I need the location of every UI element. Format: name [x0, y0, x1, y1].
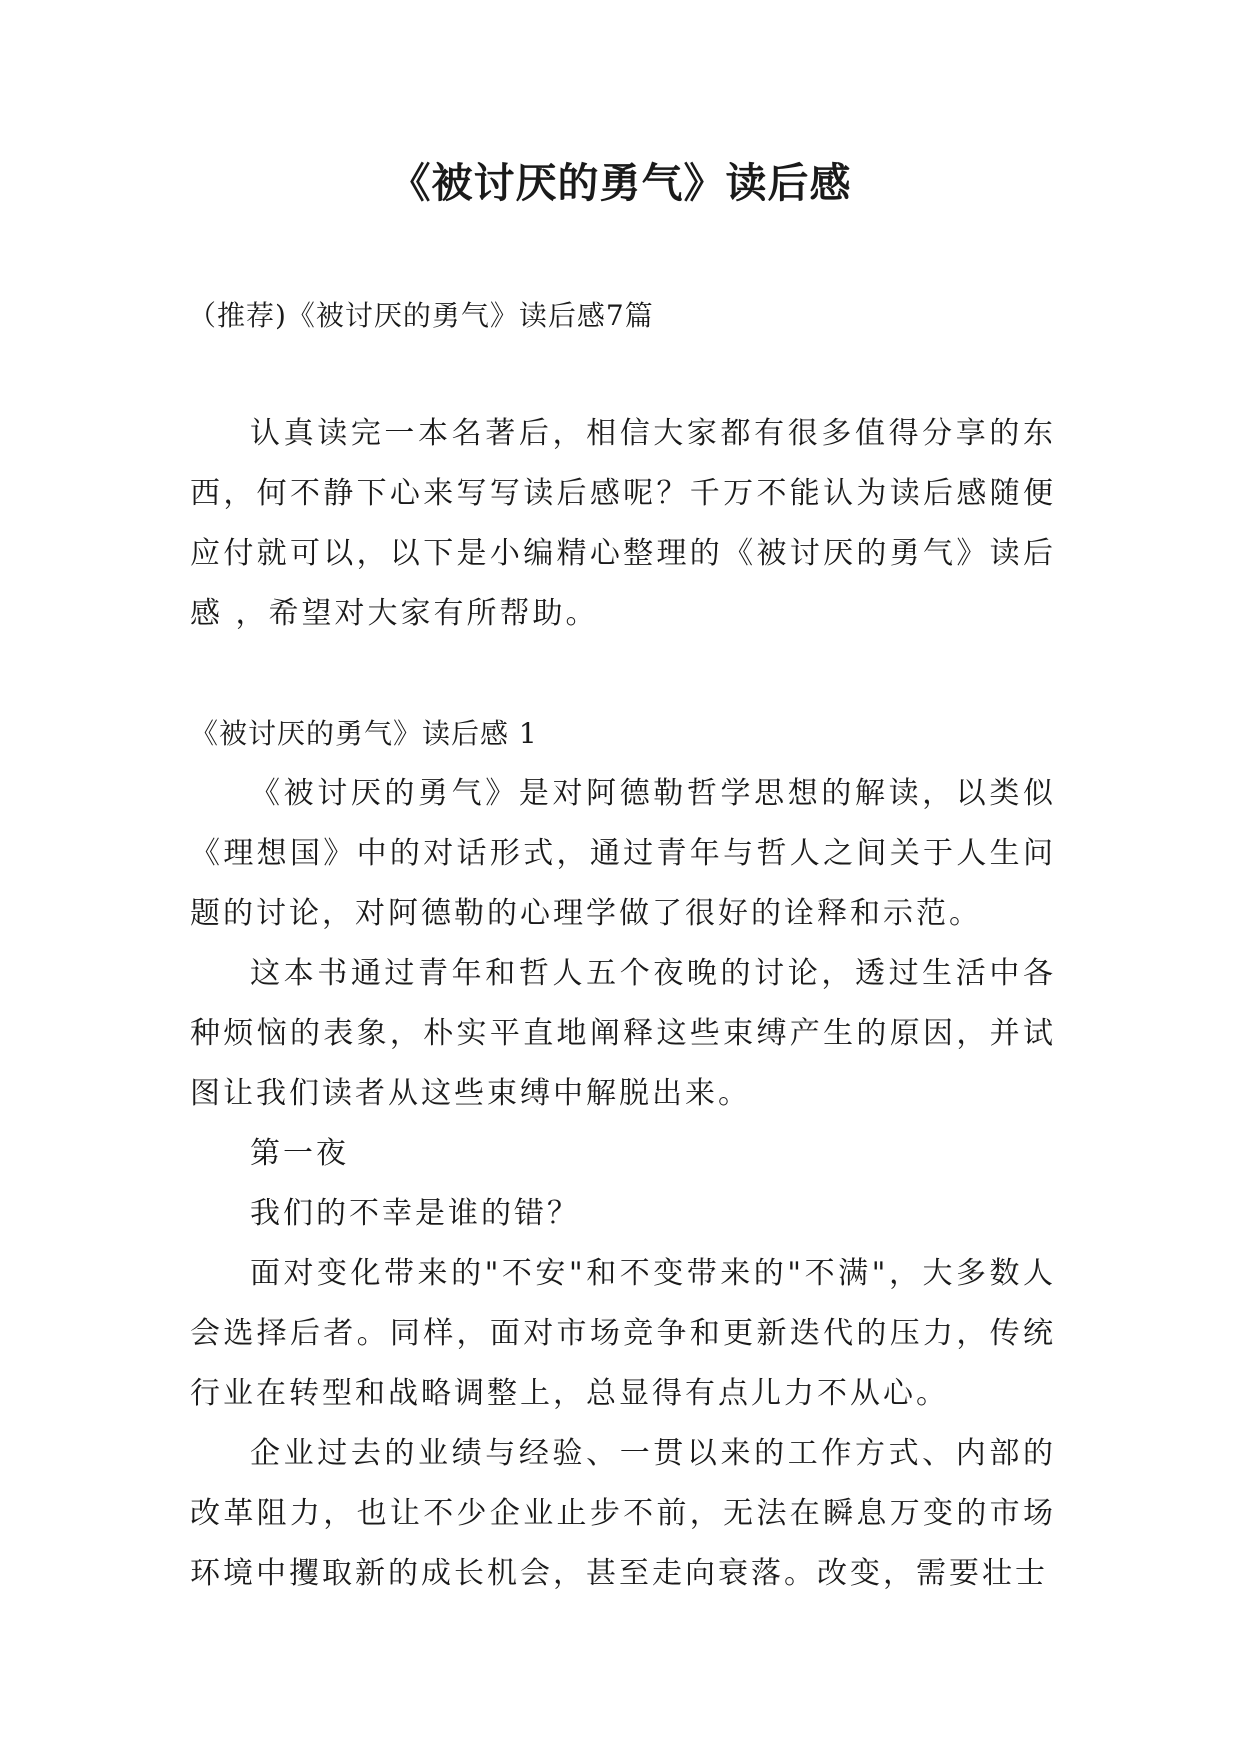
intro-paragraph: 认真读完一本名著后，相信大家都有很多值得分享的东西，何不静下心来写写读后感呢？千万不能认为读后感随便应付就可以，以下是小编精心整理的《被讨厌的勇气》读后感 ，希望对大家有所帮助。	[190, 416, 1056, 631]
body-paragraph: 这本书通过青年和哲人五个夜晚的讨论，透过生活中各种烦恼的表象，朴实平直地阐释这些束缚产生的原因，并试图让我们读者从这些束缚中解脱出来。	[190, 956, 1056, 1111]
question-line: 我们的不幸是谁的错？	[250, 1196, 580, 1231]
paragraph-gap	[190, 644, 1056, 704]
document-title: 《被讨厌的勇气》读后感	[389, 159, 852, 207]
body-paragraph: 面对变化带来的"不安"和不变带来的"不满"，大多数人会选择后者。同样，面对市场竞争和更新迭代的压力，传统行业在转型和战略调整上，总显得有点儿力不从心。	[190, 1256, 1056, 1411]
document-body	[190, 404, 1056, 1604]
body-paragraph: 企业过去的业绩与经验、一贯以来的工作方式、内部的改革阻力，也让不少企业止步不前，无法在瞬息万变的市场环境中攫取新的成长机会，甚至走向衰落。改变，需要壮士	[190, 1436, 1056, 1591]
body-paragraph: 《被讨厌的勇气》是对阿德勒哲学思想的解读，以类似《理想国》中的对话形式，通过青年与哲人之间关于人生问题的讨论，对阿德勒的心理学做了很好的诠释和示范。	[190, 776, 1056, 931]
night-heading: 第一夜	[250, 1136, 349, 1171]
section-heading: 《被讨厌的勇气》读后感 1	[190, 717, 538, 750]
document-subtitle: （推荐)《被讨厌的勇气》读后感7篇	[188, 299, 654, 332]
